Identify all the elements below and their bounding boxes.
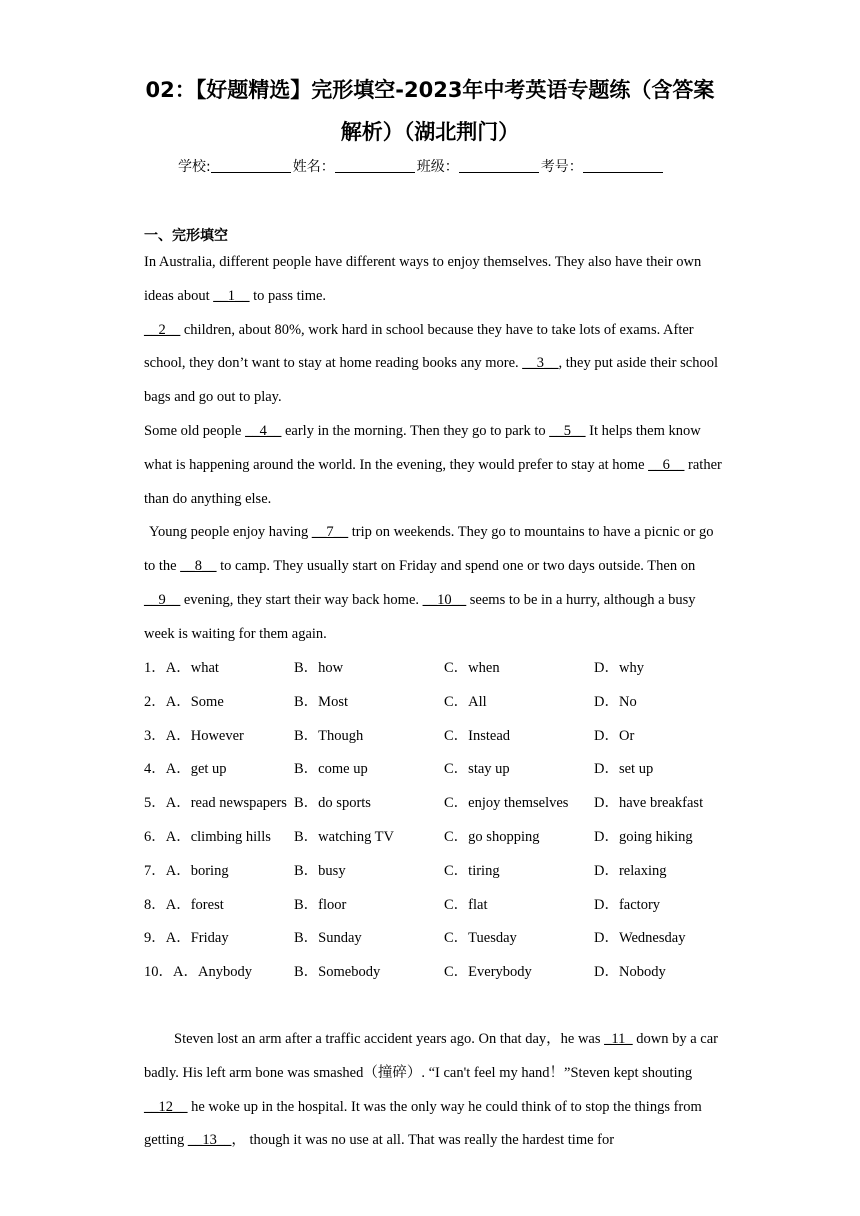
option-d: D．No (594, 693, 637, 710)
option-c: C．enjoy themselves (444, 795, 569, 812)
blank-6: __6__ (648, 456, 685, 473)
paragraph: Steven lost an arm after a traffic accident years ago. On that day，he was _11_ down by a car badly. His left arm bone was smashed（撞碎）. “I can't feel my hand！”Steven kept shouting __12__ he woke up in the hospital. It was the only way he could think of to stop the things from getting __13__， though it was no use at all. That was really the hardest time for (144, 1031, 718, 1149)
answer-options (144, 652, 744, 990)
blank-5: __5__ (549, 422, 586, 439)
blank-2: __2__ (144, 321, 181, 338)
question-row (144, 956, 744, 990)
option-b: B．how (294, 660, 344, 676)
question-row (144, 821, 744, 855)
document-title-line-2: 解析）（湖北荆门） (340, 120, 520, 144)
blank-9: __9__ (144, 591, 181, 608)
option-a: 7．A．boring (144, 862, 229, 879)
option-d: D．factory (594, 896, 661, 913)
option-c: C．All (444, 693, 487, 710)
blank-7: __7__ (311, 524, 349, 541)
option-a: 3．A．However (144, 727, 244, 744)
option-a: 1．A．what (144, 660, 219, 676)
name-blank (335, 158, 415, 173)
option-b: B．Though (294, 727, 364, 744)
option-a: 10．A．Anybody (144, 964, 252, 981)
school-label: 学校: (178, 159, 211, 175)
option-a: 6．A．climbing hills (144, 828, 271, 845)
question-row (144, 652, 744, 686)
option-a: 2．A．Some (144, 693, 224, 710)
option-d: D．Or (594, 727, 635, 744)
option-a: 8．A．forest (144, 896, 224, 913)
question-row (144, 787, 744, 821)
blank-3: __3__ (522, 355, 559, 372)
option-b: B．Most (294, 693, 348, 710)
question-row (144, 889, 744, 923)
paragraph: Young people enjoy having __7__ trip on weekends. They go to mountains to have a picnic or go to the __8__ to camp. They usually start on Friday and spend one or two days outside. Then on __9__ evening, they start their way back home. __10__ seems to be in a hurry, although a busy week is waiting for them again. (144, 524, 714, 642)
option-c: C．tiring (444, 862, 500, 879)
blank-8: __8__ (180, 558, 217, 575)
class-label: 班级： (416, 159, 459, 175)
passage-two (144, 1023, 724, 1158)
option-b: B．do sports (294, 795, 371, 812)
paragraph: Some old people __4__ early in the morning. Then they go to park to __5__ It helps them know what is happening around the world. In the evening, they would prefer to stay at home __6__ rather than do anything else. (144, 422, 722, 507)
school-blank (211, 158, 291, 173)
option-d: D．going hiking (594, 828, 693, 845)
option-d: D．Wednesday (594, 930, 686, 947)
document-title-line-1: 02：【好题精选】完形填空-2023年中考英语专题练（含答案 (145, 78, 715, 102)
question-row (144, 686, 744, 720)
blank-11: _11_ (604, 1031, 633, 1047)
blank-1: __1__ (213, 287, 250, 304)
option-a: 5．A．read newspapers (144, 795, 287, 812)
paragraph: __2__ children, about 80%, work hard in school because they have to take lots of exams. After school, they don’t want to stay at home reading books any more. __3__, they put aside their school bags and go out to play. (144, 321, 718, 406)
option-c: C．Instead (444, 727, 511, 744)
paragraph: In Australia, different people have different ways to enjoy themselves. They also have their own ideas about __1__ to pass time. (144, 254, 702, 304)
question-row (144, 922, 744, 956)
option-d: D．have breakfast (594, 795, 704, 812)
blank-13: __13__ (187, 1132, 232, 1149)
question-row (144, 720, 744, 754)
section-title: 一、完形填空 (144, 228, 228, 244)
option-d: D．why (594, 660, 644, 676)
passage-one (144, 246, 724, 652)
option-a: 9．A．Friday (144, 930, 229, 947)
option-b: B．Sunday (294, 930, 362, 947)
option-c: C．Everybody (444, 964, 532, 981)
class-blank (459, 158, 539, 173)
option-b: B．floor (294, 896, 347, 913)
option-d: D．set up (594, 761, 654, 778)
option-b: B．come up (294, 761, 368, 778)
question-row (144, 753, 744, 787)
blank-10: __10__ (422, 591, 467, 608)
option-b: B．Somebody (294, 964, 381, 981)
option-a: 4．A．get up (144, 761, 227, 778)
option-b: B．watching TV (294, 828, 395, 845)
option-c: C．flat (444, 896, 488, 913)
option-d: D．relaxing (594, 862, 667, 879)
blank-12: __12__ (144, 1098, 188, 1115)
option-c: C．Tuesday (444, 930, 517, 947)
exam-number-label: 考号： (540, 159, 583, 175)
option-d: D．Nobody (594, 964, 666, 981)
option-c: C．when (444, 660, 500, 676)
blank-4: __4__ (245, 422, 282, 439)
question-row (144, 855, 744, 889)
option-b: B．busy (294, 862, 346, 879)
option-c: C．stay up (444, 761, 510, 778)
student-info-line (178, 156, 665, 176)
option-c: C．go shopping (444, 828, 540, 845)
name-label: 姓名： (292, 159, 335, 175)
exam-number-blank (583, 158, 663, 173)
